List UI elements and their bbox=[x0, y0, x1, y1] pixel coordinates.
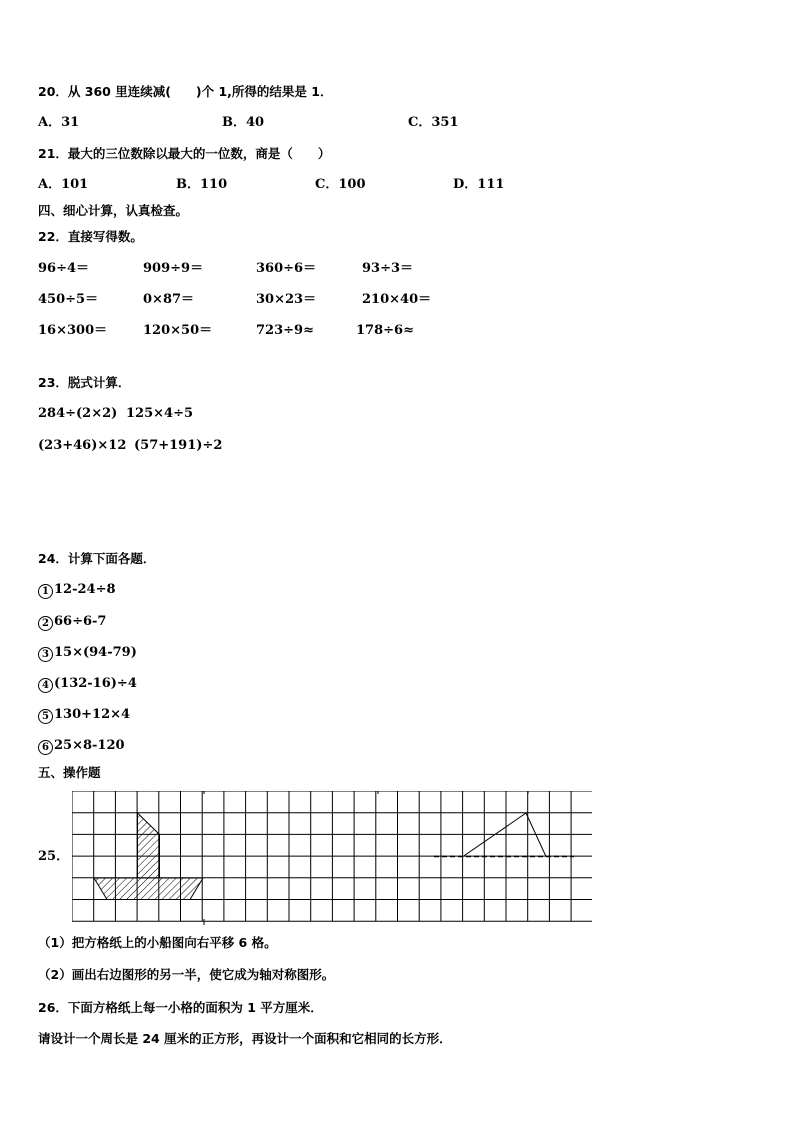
q22-item: 210×40＝ bbox=[362, 292, 432, 307]
q23-item: (57+191)÷2 bbox=[134, 438, 223, 453]
q26-sub: 请设计一个周长是 24 厘米的正方形，再设计一个面积和它相同的长方形． bbox=[38, 1031, 452, 1046]
q24-item-4 bbox=[38, 676, 137, 693]
q21-option-a: A．101 bbox=[38, 177, 89, 192]
q24-item-5 bbox=[38, 707, 130, 724]
q22-item: 909÷9＝ bbox=[143, 261, 204, 276]
q20-option-c: C．351 bbox=[408, 115, 459, 130]
q24-expr: 130+12×4 bbox=[54, 707, 131, 722]
q23-text: 23．脱式计算． bbox=[38, 375, 131, 390]
q25-label: 25． bbox=[38, 849, 70, 864]
q25-sub1: （1）把方格纸上的小船图向右平移 6 格。 bbox=[38, 935, 277, 950]
circled-number: 1 bbox=[38, 584, 53, 599]
q21-text: 21．最大的三位数除以最大的一位数，商是（ ） bbox=[38, 146, 331, 161]
q24-item-6 bbox=[38, 738, 125, 755]
q24-expr: 25×8-120 bbox=[54, 738, 125, 753]
q24-expr: 15×(94-79) bbox=[54, 645, 137, 660]
circled-number: 4 bbox=[38, 678, 53, 693]
q23-item: (23+46)×12 bbox=[38, 438, 127, 453]
q22-item: 120×50＝ bbox=[143, 323, 213, 338]
q24-text: 24．计算下面各题． bbox=[38, 551, 156, 566]
q23-item: 125×4÷5 bbox=[126, 406, 194, 421]
q20-option-a: A．31 bbox=[38, 115, 80, 130]
q24-expr: 12-24÷8 bbox=[54, 582, 116, 597]
circled-number: 5 bbox=[38, 709, 53, 724]
circled-number: 3 bbox=[38, 647, 53, 662]
circled-number: 6 bbox=[38, 740, 53, 755]
boat-hull bbox=[94, 878, 203, 900]
q24-item-1 bbox=[38, 582, 116, 599]
q22-item: 450÷5＝ bbox=[38, 292, 99, 307]
q22-item: 723÷9≈ bbox=[256, 323, 314, 338]
q22-item: 96÷4＝ bbox=[38, 261, 90, 276]
q22-text: 22．直接写得数。 bbox=[38, 229, 143, 244]
q26-text: 26．下面方格纸上每一小格的面积为 1 平方厘米． bbox=[38, 1000, 323, 1015]
q22-item: 178÷6≈ bbox=[356, 323, 414, 338]
q24-expr: 66÷6-7 bbox=[54, 614, 107, 629]
q21-option-c: C．100 bbox=[315, 177, 366, 192]
circled-number: 2 bbox=[38, 616, 53, 631]
q22-item: 30×23＝ bbox=[256, 292, 317, 307]
q23-item: 284÷(2×2) bbox=[38, 406, 118, 421]
q22-item: 360÷6＝ bbox=[256, 261, 317, 276]
grid-paper bbox=[72, 791, 592, 929]
boat-sail bbox=[138, 813, 160, 878]
q24-item-2 bbox=[38, 614, 106, 631]
section-5-heading: 五、操作题 bbox=[38, 765, 101, 780]
q24-expr: (132-16)÷4 bbox=[54, 676, 137, 691]
q24-item-3 bbox=[38, 645, 137, 662]
section-4-heading: 四、细心计算，认真检查。 bbox=[38, 203, 189, 218]
q25-sub2: （2）画出右边图形的另一半，使它成为轴对称图形。 bbox=[38, 967, 335, 982]
q22-item: 93÷3＝ bbox=[362, 261, 414, 276]
q21-option-d: D．111 bbox=[453, 177, 505, 192]
q22-item: 0×87＝ bbox=[143, 292, 195, 307]
q22-item: 16×300＝ bbox=[38, 323, 108, 338]
q21-option-b: B．110 bbox=[176, 177, 228, 192]
q20-text: 20．从 360 里连续减( )个 1,所得的结果是 1． bbox=[38, 84, 333, 99]
q20-option-b: B．40 bbox=[222, 115, 265, 130]
grid-figure bbox=[72, 791, 592, 925]
